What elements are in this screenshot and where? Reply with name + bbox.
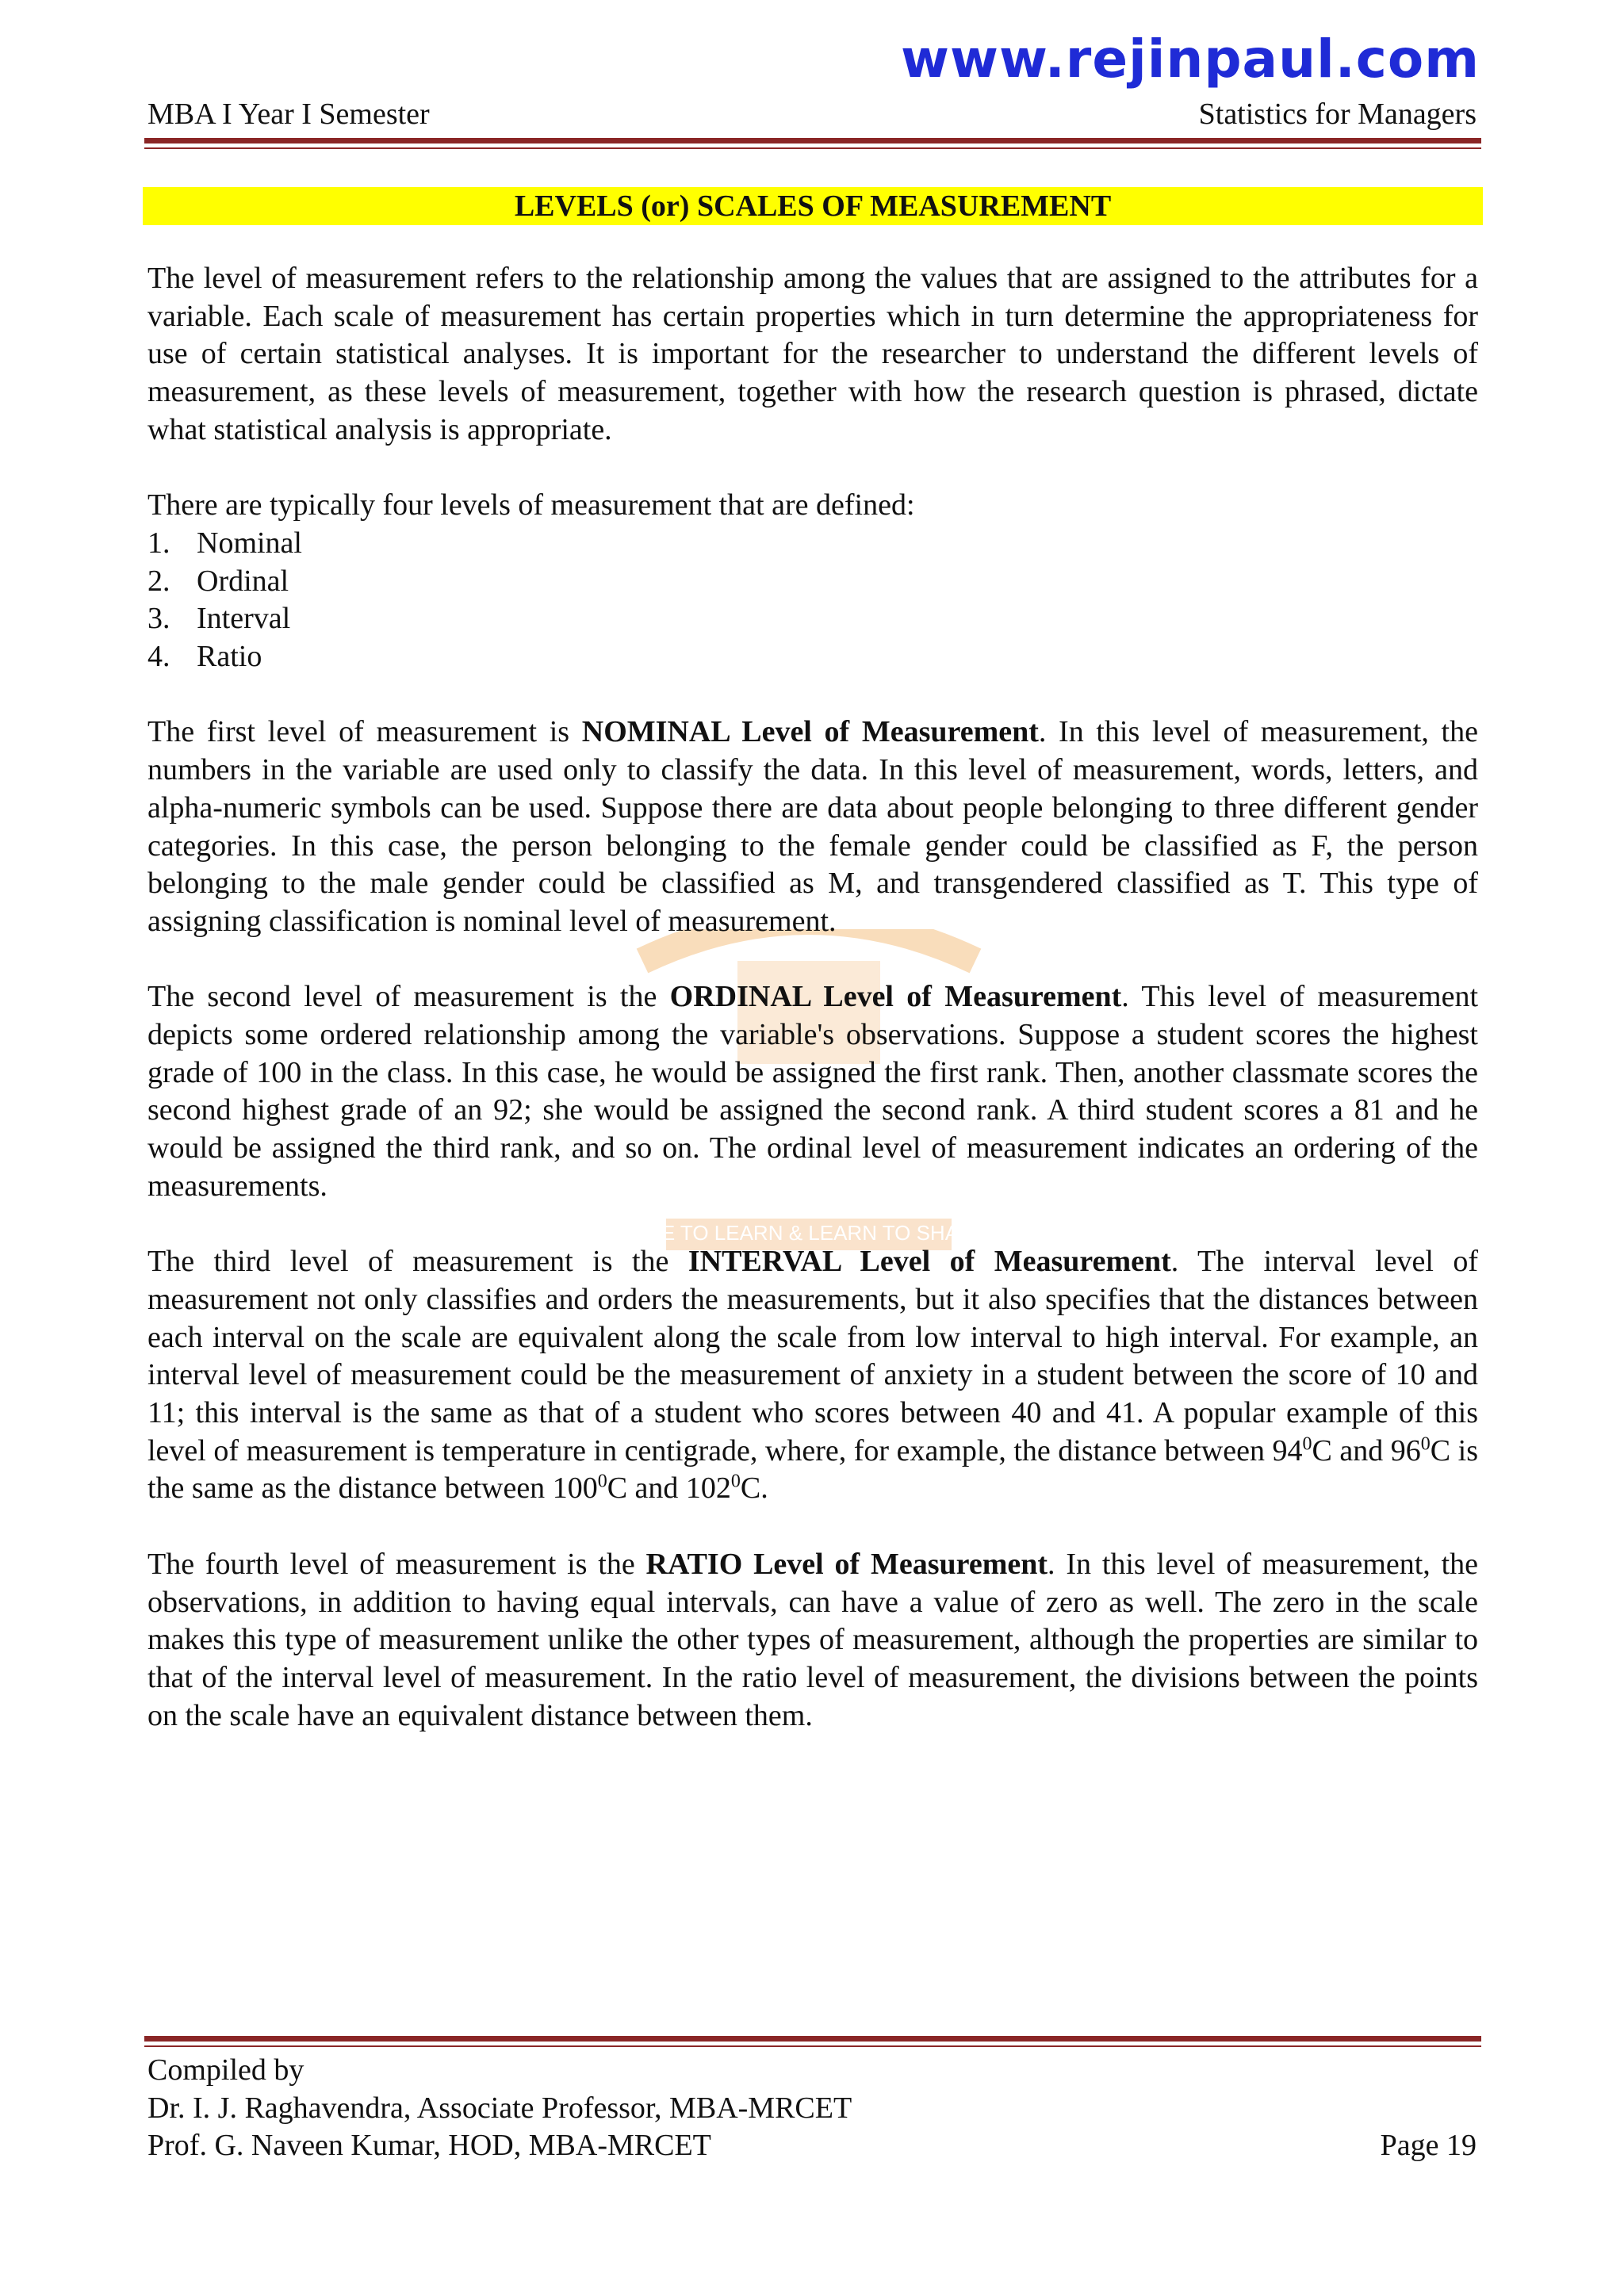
nominal-paragraph: The first level of measurement is NOMINAL Level of Measurement. In this level of measurement, the numbers in the variable are used only to classify the data. In this level of measurement, words, letters, and alpha-numeric symbols can be used. Suppose there are data about people belonging to three different gender categories. In this case, the person belonging to the female gender could be classified as F, the person belonging to the male gender could be classified as M, and transgendered classified as T. This type of assigning classification is nominal level of measurement. bbox=[147, 715, 1478, 938]
header-rule bbox=[144, 138, 1481, 144]
list-item: 2. Ordinal bbox=[147, 564, 289, 598]
logo-tagline: LIVE TO LEARN & LEARN TO SHARE bbox=[630, 1221, 988, 1245]
footer-credits bbox=[147, 2052, 852, 2165]
intro-paragraph: The level of measurement refers to the relationship among the values that are assigned to the attributes for a variable. Each scale of measurement has certain properties which in turn determine the appropriateness for use of certain statistical analyses. It is important for the researcher to understand the different levels of measurement, as these levels of measurement, together with how the research question is phrased, dictate what statistical analysis is appropriate. bbox=[147, 262, 1478, 446]
interval-term: INTERVAL Level of Measurement bbox=[688, 1245, 1171, 1279]
footer-rule-thin bbox=[144, 2045, 1481, 2047]
footer-compiled: Compiled by bbox=[147, 2053, 304, 2087]
list-item: 3. Interval bbox=[147, 602, 291, 636]
section-title: LEVELS (or) SCALES OF MEASUREMENT bbox=[143, 187, 1483, 225]
footer-author-2: Prof. G. Naveen Kumar, HOD, MBA-MRCET bbox=[147, 2129, 711, 2163]
ordinal-term: ORDINAL Level of Measurement bbox=[669, 980, 1122, 1014]
header-rule-thin bbox=[144, 147, 1481, 149]
footer-rule bbox=[144, 2036, 1481, 2042]
levels-list bbox=[147, 525, 1478, 676]
levels-intro: There are typically four levels of measurement that are defined: bbox=[147, 488, 915, 522]
ratio-term: RATIO Level of Measurement bbox=[645, 1547, 1048, 1581]
page-number: Page 19 bbox=[1380, 2129, 1477, 2162]
ratio-paragraph: The fourth level of measurement is the RATIO Level of Measurement. In this level of measurement, the observations, in addition to having equal intervals, can have a value of zero as well. The zero in the scale makes this type of measurement unlike the other types of measurement, although the properties are similar to that of the interval level of measurement. In the ratio level of measurement, the divisions between the points on the scale have an equivalent distance between them. bbox=[147, 1547, 1478, 1732]
document-body bbox=[147, 260, 1478, 1773]
header-course: MBA I Year I Semester bbox=[147, 98, 430, 131]
list-item: 4. Ratio bbox=[147, 640, 262, 674]
list-item: 1. Nominal bbox=[147, 526, 302, 560]
interval-paragraph: The third level of measurement is the INTERVAL Level of Measurement. The interval level of measurement not only classifies and orders the measurements, but it also specifies that the distances between each interval on the scale are equivalent along the scale from low interval to high interval. For example, an interval level of measurement could be the measurement of anxiety in a student between the score of 10 and 11; this interval is the same as that of a student who scores between 40 and 41. A popular example of this level of measurement is temperature in centigrade, where, for example, the distance between $94^0C$ and $96^0C$ is the same as the distance between $100^0C$ and $102^0C$. bbox=[147, 1245, 1479, 1506]
footer-author-1: Dr. I. J. Raghavendra, Associate Professor, MBA-MRCET bbox=[147, 2091, 852, 2125]
site-watermark-url: www.rejinpaul.com bbox=[901, 29, 1480, 90]
nominal-term: NOMINAL Level of Measurement bbox=[581, 715, 1039, 749]
header-subject: Statistics for Managers bbox=[1198, 98, 1477, 131]
ordinal-paragraph: The second level of measurement is the ORDINAL Level of Measurement. This level of measurement depicts some ordered relationship among the variable's observations. Suppose a student scores the highest grade of 100 in the class. In this case, he would be assigned the first rank. Then, another classmate scores the second highest grade of an 92; she would be assigned the second rank. A third student scores a 81 and he would be assigned the third rank, and so on. The ordinal level of measurement indicates an ordering of the measurements. bbox=[147, 980, 1479, 1203]
